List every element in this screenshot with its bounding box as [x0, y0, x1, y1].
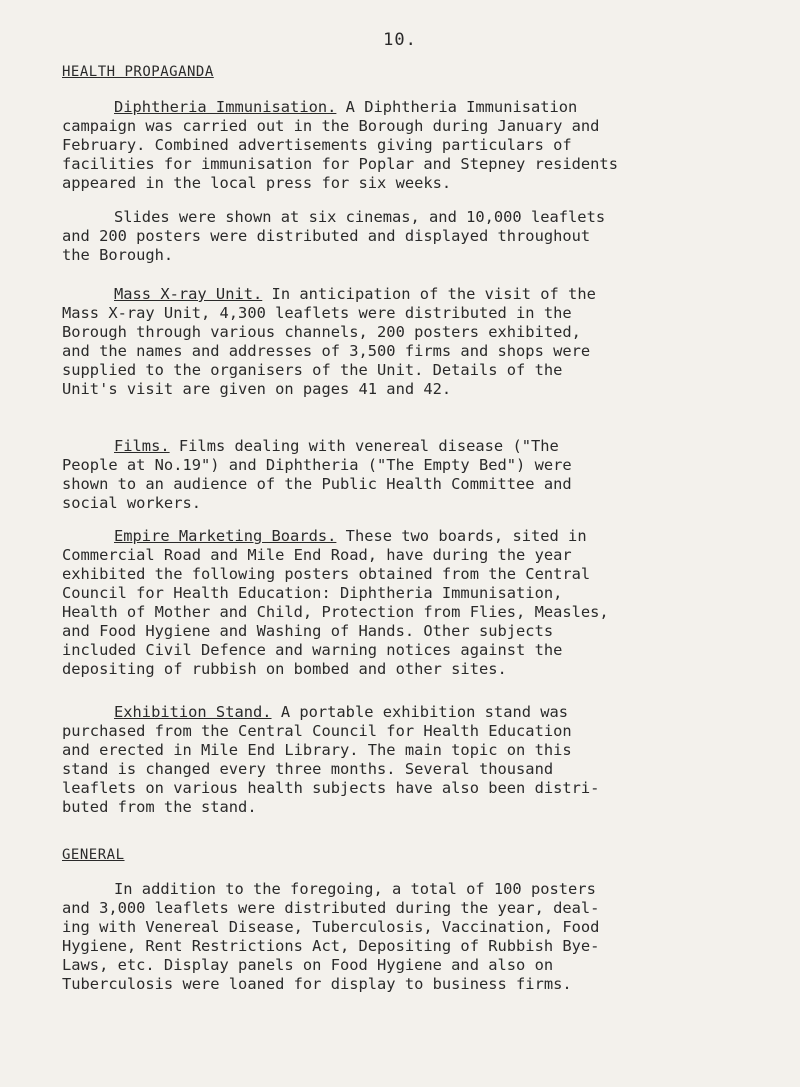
paragraph-line: People at No.19") and Diphtheria ("The Empty Bed") were	[62, 456, 572, 474]
paragraph-films	[62, 437, 752, 513]
paragraph-line: Tuberculosis were loaned for display to business firms.	[62, 975, 572, 993]
section-heading-health-propaganda: HEALTH PROPAGANDA	[62, 64, 214, 80]
paragraph-line: the Borough.	[62, 246, 174, 264]
paragraph-line: stand is changed every three months. Several thousand	[62, 760, 554, 778]
paragraph-line: Exhibition Stand. A portable exhibition stand was	[114, 703, 569, 721]
paragraph-title: Empire Marketing Boards.	[114, 527, 337, 545]
paragraph-line: supplied to the organisers of the Unit. Details of the	[62, 361, 563, 379]
paragraph-slides	[62, 208, 752, 265]
paragraph-line: Borough through various channels, 200 posters exhibited,	[62, 323, 581, 341]
paragraph-line: and the names and addresses of 3,500 firms and shops were	[62, 342, 591, 360]
section-heading-general: GENERAL	[62, 847, 125, 863]
paragraph-title: Diphtheria Immunisation.	[114, 98, 337, 116]
paragraph-line: Mass X-ray Unit. In anticipation of the visit of the	[114, 285, 596, 303]
paragraph-line: and Food Hygiene and Washing of Hands. Other subjects	[62, 622, 554, 640]
paragraph-line: shown to an audience of the Public Health Committee and	[62, 475, 572, 493]
paragraph-line: and 3,000 leaflets were distributed during the year, deal-	[62, 899, 600, 917]
paragraph-line: and 200 posters were distributed and displayed throughout	[62, 227, 591, 245]
paragraph-line: Films. Films dealing with venereal disease ("The	[114, 437, 559, 455]
paragraph-line: Health of Mother and Child, Protection from Flies, Measles,	[62, 603, 609, 621]
paragraph-line: Slides were shown at six cinemas, and 10,000 leaflets	[114, 208, 606, 226]
paragraph-line: Empire Marketing Boards. These two boards, sited in	[114, 527, 587, 545]
paragraph-title: Mass X-ray Unit.	[114, 285, 263, 303]
paragraph-line: social workers.	[62, 494, 201, 512]
paragraph-line: Mass X-ray Unit, 4,300 leaflets were distributed in the	[62, 304, 572, 322]
paragraph-line: ing with Venereal Disease, Tuberculosis, Vaccination, Food	[62, 918, 600, 936]
paragraph-line: included Civil Defence and warning notices against the	[62, 641, 563, 659]
paragraph-line: buted from the stand.	[62, 798, 257, 816]
paragraph-general	[62, 880, 752, 994]
paragraph-mass-x-ray-unit	[62, 285, 752, 399]
paragraph-line: In addition to the foregoing, a total of 100 posters	[114, 880, 596, 898]
paragraph-line: Hygiene, Rent Restrictions Act, Depositing of Rubbish Bye-	[62, 937, 600, 955]
paragraph-line: facilities for immunisation for Poplar and Stepney residents	[62, 155, 618, 173]
paragraph-line: leaflets on various health subjects have also been distri-	[62, 779, 600, 797]
paragraph-line: campaign was carried out in the Borough during January and	[62, 117, 600, 135]
paragraph-diphtheria-immunisation	[62, 98, 752, 193]
paragraph-line: February. Combined advertisements giving particulars of	[62, 136, 572, 154]
paragraph-line: purchased from the Central Council for Health Education	[62, 722, 572, 740]
page-number: 10.	[383, 30, 417, 50]
paragraph-line: appeared in the local press for six weeks.	[62, 174, 452, 192]
paragraph-line: and erected in Mile End Library. The main topic on this	[62, 741, 572, 759]
paragraph-line: Diphtheria Immunisation. A Diphtheria Immunisation	[114, 98, 578, 116]
paragraph-line: depositing of rubbish on bombed and other sites.	[62, 660, 507, 678]
paragraph-line: Council for Health Education: Diphtheria Immunisation,	[62, 584, 563, 602]
paragraph-exhibition-stand	[62, 703, 752, 817]
paragraph-title: Films.	[114, 437, 170, 455]
paragraph-empire-marketing-boards	[62, 527, 752, 679]
paragraph-line: exhibited the following posters obtained from the Central	[62, 565, 591, 583]
paragraph-line: Unit's visit are given on pages 41 and 42.	[62, 380, 452, 398]
paragraph-title: Exhibition Stand.	[114, 703, 272, 721]
paragraph-line: Laws, etc. Display panels on Food Hygiene and also on	[62, 956, 554, 974]
paragraph-line: Commercial Road and Mile End Road, have during the year	[62, 546, 572, 564]
